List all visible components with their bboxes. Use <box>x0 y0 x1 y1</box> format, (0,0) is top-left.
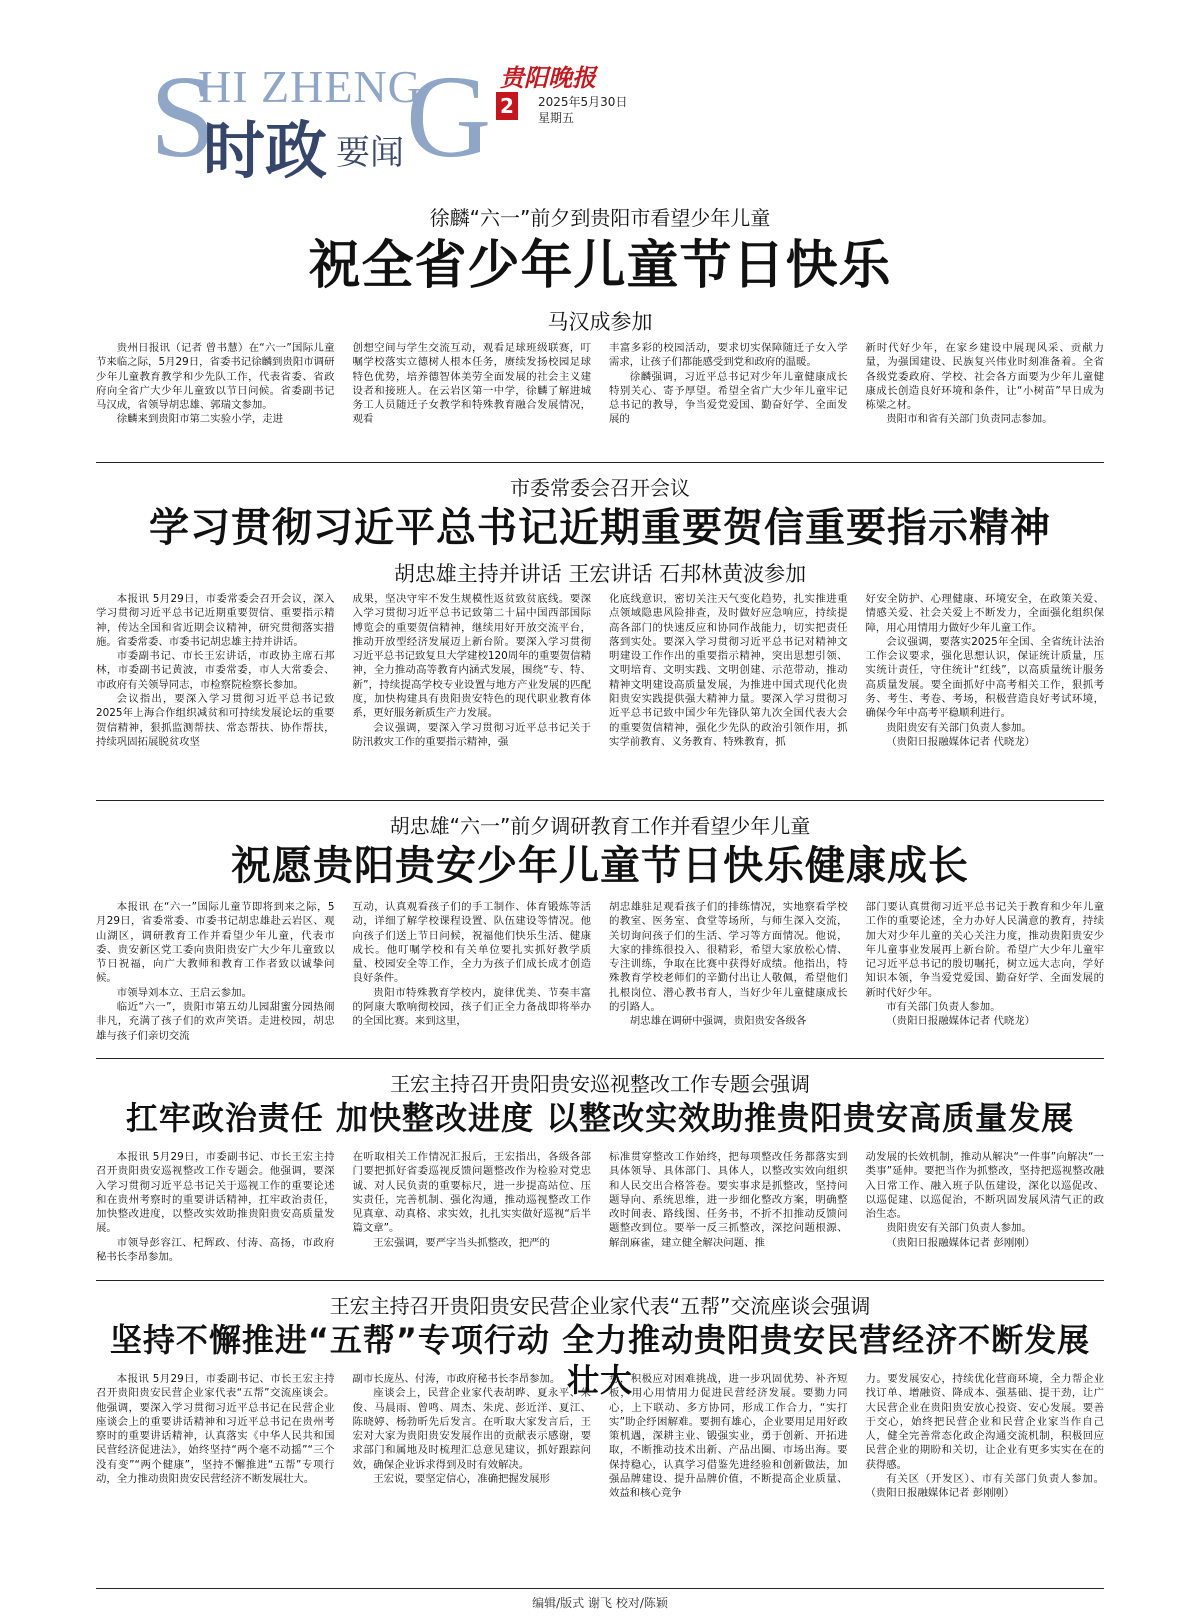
paragraph: 力。要发展安心，持续优化营商环境，全力帮企业找订单、增融资、降成本、强基础、提干劲，让广大民营企业在贵阳贵安放心投资、安心发展。要善于交心，始终把民营企业和民营企业家当作自己人，健全完善常态化政企沟通交流机制，积极回应民营企业的期盼和关切，让企业有更多实实在在的获得感。 <box>865 1373 1104 1471</box>
masthead-letter-g: G <box>406 51 492 182</box>
article-3-headline: 祝愿贵阳贵安少年儿童节日快乐健康成长 <box>231 843 969 889</box>
paragraph: 临近“六一”，贵阳市第五幼儿园甜蜜分园热闹非凡，充满了孩子们的欢声笑语。走进校园，胡忠雄与孩子们亲切交流 <box>96 1001 335 1042</box>
article-4-column <box>353 1150 592 1274</box>
article-1-body <box>96 341 1104 457</box>
article-3-body <box>96 900 1104 1052</box>
article-1-kicker: 徐麟“六一”前夕到贵阳市看望少年儿童 <box>429 206 771 230</box>
article-2-column <box>96 592 335 794</box>
article-4-column <box>96 1150 335 1274</box>
masthead-pinyin: HI ZHENG <box>198 61 422 112</box>
paragraph: 本报讯 在“六一”国际儿童节即将到来之际，5月29日，省委常委、市委书记胡忠雄赴云岩区、观山湖区，调研教育工作并看望少年儿童，代表市委、贵安新区党工委向贵阳贵安广大少年儿童致以节日祝福，向广大教师和教育工作者致以诚挚问候。 <box>96 901 335 985</box>
article-3-column <box>96 900 335 1052</box>
paragraph: 本报讯 5月29日，市委常委会召开会议，深入学习贯彻习近平总书记近期重要贺信、重要指示精神，传达全国和省近期会议精神，研究贯彻落实措施。省委常委、市委书记胡忠雄主持并讲话。 <box>96 593 335 648</box>
article-2-column <box>353 592 592 794</box>
paragraph: 胡忠雄在调研中强调，贵阳贵安各级各 <box>629 1015 807 1028</box>
paragraph: 势，积极应对困难挑战，进一步巩固优势、补齐短板，用心用情用力促进民营经济发展。要勠力同心，上下联动、多方协同，形成工作合力，“实打实”助企纾困解难。要拥有雄心，企业要用足用好政策机遇，深耕主业、锻强实业，勇于创新、开拓进取，不断推动技术出新、产品出圈、市场出海。要保持稳心，认真学习借鉴先进经验和创新做法，加强品牌建设、提升品牌价值，不断提高企业质量、效益和核心竞争 <box>609 1373 848 1500</box>
article-2-body <box>96 592 1104 794</box>
paragraph: 有关区（开发区）、市有关部门负责人参加。 （贵阳日报融媒体记者 彭刚刚） <box>865 1473 1104 1500</box>
article-4-column <box>609 1150 848 1274</box>
issue-date-block <box>538 94 627 126</box>
article-1-column <box>96 341 335 457</box>
paragraph: 市领导彭容江、杞辉政、付涛、高扬，市政府秘书长李昂参加。 <box>96 1236 335 1264</box>
article-1-subhead: 马汉成参加 <box>547 310 653 334</box>
paragraph: 本报讯 5月29日，市委副书记、市长王宏主持召开贵阳贵安巡视整改工作专题会。他强调，要深入学习贯彻习近平总书记关于巡视工作的重要论述和在贵州考察时的重要讲话精神，扛牢政治责任，加快整改进度，以整改实效助推贵阳贵安高质量发展。 <box>96 1151 335 1235</box>
paragraph: 好安全防护、心理健康、环境安全，在政策关爱、情感关爱、社会关爱上不断发力，全面强化组织保障，用心用情用力做好少年儿童工作。 <box>865 593 1104 634</box>
paragraph: （贵阳日报融媒体记者 代晓龙） <box>886 1015 1036 1028</box>
article-4-column <box>866 1150 1105 1274</box>
article-3-kicker: 胡忠雄“六一”前夕调研教育工作并看望少年儿童 <box>389 814 811 838</box>
article-4-body <box>96 1150 1104 1274</box>
article-5-body <box>96 1372 1104 1582</box>
paragraph: 贵阳市和省有关部门负责同志参加。 <box>886 413 1053 426</box>
article-5-kicker: 王宏主持召开贵阳贵安民营企业家代表“五帮”交流座谈会强调 <box>329 1294 871 1318</box>
article-2-headline: 学习贯彻习近平总书记近期重要贺信重要指示精神 <box>149 505 1051 551</box>
paragraph: 胡忠雄驻足观看孩子们的排练情况，实地察看学校的教室、医务室、食堂等场所，与师生深入交流，关切询问孩子们的生活、学习等方面情况。他说，大家的排练很投入、很精彩，希望大家放松心情、专注训练，争取在比赛中获得好成绩。他指出，特殊教育学校老师们的辛勤付出让人敬佩，希望他们扎根岗位、潜心教书育人，当好少年儿童健康成长的引路人。 <box>609 901 848 1014</box>
article-2-subhead: 胡忠雄主持并讲话 王宏讲话 石邦林黄波参加 <box>393 562 807 586</box>
article-3-column <box>609 900 848 1052</box>
article-1-column <box>353 341 592 457</box>
article-5-headline: 坚持不懈推进“五帮”专项行动 全力推动贵阳贵安民营经济不断发展壮大 <box>109 1321 1091 1399</box>
paragraph: 市领导刘本立、王启云参加。 <box>116 986 252 999</box>
paragraph: 市有关部门负责人参加。 <box>886 1001 1001 1014</box>
article-2-column <box>609 592 848 794</box>
paragraph: （贵阳日报融媒体记者 代晓龙） <box>886 735 1036 748</box>
article-1-column <box>609 341 848 457</box>
paragraph: 市委副书记、市长王宏讲话，市政协主席石邦林，市委副书记黄波，市委常委，市人大常委会、市政府有关领导同志，市检察院检察长参加。 <box>96 650 335 691</box>
divider-line <box>96 1058 1104 1059</box>
paragraph: （贵阳日报融媒体记者 彭刚刚） <box>886 1236 1036 1249</box>
paragraph: 王宏强调，要严字当头抓整改，把严的 <box>373 1236 550 1249</box>
article-3-column <box>866 900 1105 1052</box>
paragraph: 副市长庞丛、付涛，市政府秘书长李昂参加。 <box>352 1373 561 1385</box>
article-5-column <box>353 1372 592 1582</box>
article-5-column <box>609 1372 848 1582</box>
paragraph: 贵阳贵安有关部门负责人参加。 <box>886 721 1032 734</box>
paragraph: 徐麟强调，习近平总书记对少年儿童健康成长特别关心、寄予厚望。希望全省广大少年儿童牢记总书记的教导，争当爱党爱国、勤奋好学、全面发展的 <box>609 370 848 426</box>
article-2-kicker: 市委常委会召开会议 <box>510 476 690 500</box>
article-2-column <box>866 592 1105 794</box>
paragraph: 徐麟来到贵阳市第二实验小学，走进 <box>116 413 284 426</box>
paragraph: 新时代好少年，在家乡建设中展现风采、贡献力量，为强国建设、民族复兴伟业时刻准备着。全省各级党委政府、学校、社会各方面要为少年儿童健康成长创造良好环境和条件，让“小树苗”早日成为栋梁之材。 <box>865 342 1104 412</box>
editor-credits: 编辑/版式 谢飞 校对/陈颖 <box>532 1596 668 1610</box>
article-5-column <box>96 1372 335 1582</box>
paragraph: 贵阳贵安有关部门负责人参加。 <box>886 1222 1032 1235</box>
paragraph: 座谈会上，民营企业家代表胡晔、夏永平、朱俊、马晨雨、曾鸣、周杰、朱虎、彭近洋、夏江、陈晓婷、杨勃昕先后发言。在听取大家发言后，王宏对大家为贵阳贵安发展作出的贡献表示感谢，要求部门和属地及时梳理汇总意见建议，抓好跟踪问效，确保企业诉求得到及时有效解决。 <box>352 1387 591 1471</box>
paragraph: 互动，认真观看孩子们的手工制作、体育锻炼等活动，详细了解学校课程设置、队伍建设等情况。他向孩子们送上节日问候，祝福他们快乐生活、健康成长。他叮嘱学校和有关单位要扎实抓好教学质量、校园安全等工作，全力为孩子们成长成才创造良好条件。 <box>352 901 591 985</box>
paragraph: 动发展的长效机制，推动从解决“一件事”向解决“一类事”延伸。要把当作为抓整改，坚持把巡视整改融入日常工作、融入班子队伍建设，深化以巡促改、以巡促建、以巡促治，不断巩固发展风清气正的政治生态。 <box>865 1151 1104 1221</box>
article-3-column <box>353 900 592 1052</box>
divider-line <box>96 800 1104 801</box>
paragraph: 在听取相关工作情况汇报后，王宏指出，各级各部门要把抓好省委巡视反馈问题整改作为检验对党忠诚、对人民负责的重要标尺，进一步提高站位、压实责任，完善机制、强化沟通，推动巡视整改工作见真章、动真格、求实效，扎扎实实做好巡视“后半篇文章”。 <box>352 1151 591 1235</box>
paragraph: 部门要认真贯彻习近平总书记关于教育和少年儿童工作的重要论述，全力办好人民满意的教育，持续加大对少年儿童的关心关注力度，推动贵阳贵安少年儿童事业发展再上新台阶。希望广大少年儿童牢记习近平总书记的殷切嘱托，树立远大志向，学好知识本领，争当爱党爱国、勤奋好学、全面发展的新时代好少年。 <box>865 901 1104 999</box>
article-4-kicker: 王宏主持召开贵阳贵安巡视整改工作专题会强调 <box>390 1072 810 1096</box>
article-5-column <box>866 1372 1105 1582</box>
paragraph: 贵阳市特殊教育学校内，旋律优美、节奏丰富的阿康大歌响彻校园，孩子们正全力备战即将举办的全国比赛。来到这里， <box>352 986 591 1028</box>
paragraph: 成果，坚决守牢不发生规模性返贫致贫底线。要深入学习贯彻习近平总书记致第二十届中国西部国际博览会的重要贺信精神，继续用好开放交流平台，推动开放型经济发展迈上新台阶。要深入学习贯彻习近平总书记致复旦大学建校120周年的重要贺信精神，全力推动高等教育内涵式发展，围绕“专、特、新”，持续提高学校专业设置与地方产业发展的匹配度，加快构建具有贵阳贵安特色的现代职业教育体系，更好服务新质生产力发展。 <box>352 593 591 720</box>
paragraph: 贵州日报讯（记者 曾书慧）在“六一”国际儿童节来临之际，5月29日，省委书记徐麟到贵阳市调研少年儿童教育教学和少先队工作，代表省委、省政府向全省广大少年儿童致以节日问候。省委副书记马汉成，省领导胡忠雄、郭瑞文参加。 <box>96 342 335 412</box>
article-4-headline: 扛牢政治责任 加快整改进度 以整改实效助推贵阳贵安高质量发展 <box>125 1099 1075 1137</box>
newspaper-logo: 贵阳晚报 <box>500 63 596 92</box>
paragraph: 创想空间与学生交流互动，观看足球班级联赛，叮嘱学校落实立德树人根本任务，赓续发扬校园足球特色优势，培养德智体美劳全面发展的社会主义建设者和接班人。在云岩区第一中学，徐麟了解进城务工人员随迁子女教学和特殊教育融合发展情况，观看 <box>352 342 591 426</box>
paragraph: 标准贯穿整改工作始终，把每项整改任务都落实到具体领导、具体部门、具体人，以整改实效向组织和人民交出合格答卷。要实事求是抓整改，坚持问题导向、系统思维，进一步细化整改方案，明确整改时间表、路线图、任务书，不折不扣推动反馈问题整改到位。要举一反三抓整改，深挖问题根源、解剖麻雀，建立健全解决问题、推 <box>609 1151 848 1249</box>
paragraph: 会议强调，要深入学习贯彻习近平总书记关于防汛救灾工作的重要指示精神，强 <box>352 721 591 748</box>
divider-line <box>96 462 1104 463</box>
paragraph: 会议强调，要落实2025年全国、全省统计法治工作会议要求，强化思想认识，保证统计质量，压实统计责任，守住统计“红线”，以高质量统计服务高质量发展。要全面抓好中高考相关工作，狠抓考务、考生、考卷、考场，积极营造良好考试环境，确保今年中高考平稳顺利进行。 <box>865 635 1104 720</box>
paragraph: 王宏说，要坚定信心，准确把握发展形 <box>373 1473 550 1486</box>
article-1-headline: 祝全省少年儿童节日快乐 <box>308 236 892 296</box>
subsection-title: 要闻 <box>336 133 404 173</box>
paragraph: 会议指出，要深入学习贯彻习近平总书记致2025年上海合作组织减贫和可持续发展论坛的重要贺信精神，狠抓监测帮扶、常态帮扶、协作帮扶，持续巩固拓展脱贫攻坚 <box>96 693 335 748</box>
page-number-badge: 2 <box>496 92 518 120</box>
divider-line <box>96 1588 1104 1589</box>
divider-line <box>96 1280 1104 1281</box>
paragraph: 本报讯 5月29日，市委副书记、市长王宏主持召开贵阳贵安民营企业家代表“五帮”交流座谈会。他强调，要深入学习贯彻习近平总书记在民营企业座谈会上的重要讲话精神和习近平总书记在贵州考察时的重要讲话精神，认真落实《中华人民共和国民营经济促进法》，始终坚持“两个毫不动摇”“三个没有变”“两个健康”，坚持不懈推进“五帮”专项行动，全力推动贵阳贵安民营经济不断发展壮大。 <box>96 1373 335 1486</box>
article-1-column <box>866 341 1105 457</box>
paragraph: 化底线意识，密切关注天气变化趋势，扎实推进重点领域隐患风险排查，及时做好应急响应，持续提高各部门的快速反应和协同作战能力，切实把责任落到实处。要深入学习贯彻习近平总书记对精神文明建设工作作出的重要指示精神，突出思想引领、文明培育、文明实践、文明创建、示范带动，推动精神文明建设高质量发展，为推进中国式现代化贵阳贵安实践提供强大精神力量。要深入学习贯彻习近平总书记致中国少年先锋队第九次全国代表大会的重要贺信精神，强化少先队的政治引领作用，抓实学前教育、义务教育、特殊教育，抓 <box>609 593 848 748</box>
section-title: 时政 <box>203 114 328 187</box>
masthead-letter-s: S <box>150 51 216 182</box>
paragraph: 丰富多彩的校园活动，要求切实保障随迁子女入学需求，让孩子们都能感受到党和政府的温暖。 <box>609 342 848 369</box>
issue-date: 2025年5月30日 <box>538 95 628 109</box>
issue-weekday: 星期五 <box>538 111 575 126</box>
